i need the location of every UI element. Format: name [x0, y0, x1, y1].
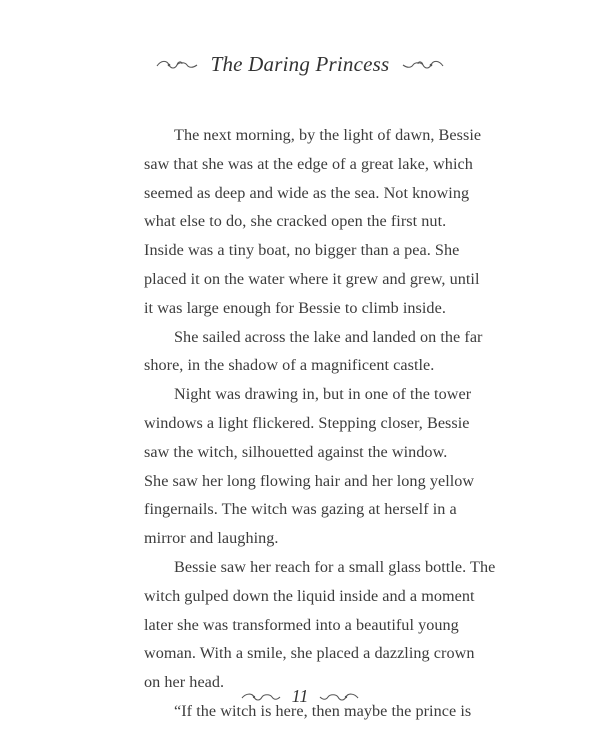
paragraph [114, 380, 474, 553]
left-flourish-icon [155, 58, 199, 72]
text-line: witch gulped down the liquid inside and a moment [144, 586, 475, 605]
text-line: woman. With a smile, she placed a dazzling crown [144, 644, 475, 663]
text-line: placed it on the water where it grew and grew, until [144, 269, 480, 288]
text-line: saw that she was at the edge of a great lake, which [144, 154, 473, 173]
text-line: saw the witch, silhouetted against the window. [144, 442, 448, 461]
footer-right-flourish-icon [318, 690, 362, 704]
text-line: what else to do, she cracked open the first nut. [144, 212, 447, 231]
text-line: fingernails. The witch was gazing at herself in a [144, 500, 457, 519]
running-header [0, 52, 600, 77]
text-line: it was large enough for Bessie to climb inside. [144, 298, 446, 317]
paragraph [114, 121, 482, 323]
right-flourish-icon [401, 58, 445, 72]
text-line: Inside was a tiny boat, no bigger than a pea. She [144, 241, 460, 260]
story-body [114, 121, 496, 726]
text-line: seemed as deep and wide as the sea. Not knowing [144, 183, 470, 202]
paragraph [114, 553, 496, 697]
text-line: Night was drawing in, but in one of the tower [174, 385, 472, 404]
text-line: mirror and laughing. [144, 529, 279, 548]
paragraph [114, 323, 483, 381]
page-number: 11 [291, 686, 309, 706]
footer-left-flourish-icon [238, 690, 282, 704]
text-line: “If the witch is here, then maybe the prince is [174, 701, 472, 720]
text-line: She saw her long flowing hair and her long yellow [144, 471, 475, 490]
header-title: The Daring Princess [210, 52, 390, 76]
text-line: shore, in the shadow of a magnificent castle. [144, 356, 435, 375]
text-line: She sailed across the lake and landed on the far [174, 327, 483, 346]
text-line: Bessie saw her reach for a small glass bottle. The [174, 557, 496, 576]
text-line: The next morning, by the light of dawn, Bessie [174, 126, 482, 144]
text-line: windows a light flickered. Stepping closer, Bessie [144, 413, 470, 432]
page-footer [0, 686, 600, 707]
text-line: later she was transformed into a beautiful young [144, 615, 459, 634]
text-line: on her head. [144, 673, 225, 692]
